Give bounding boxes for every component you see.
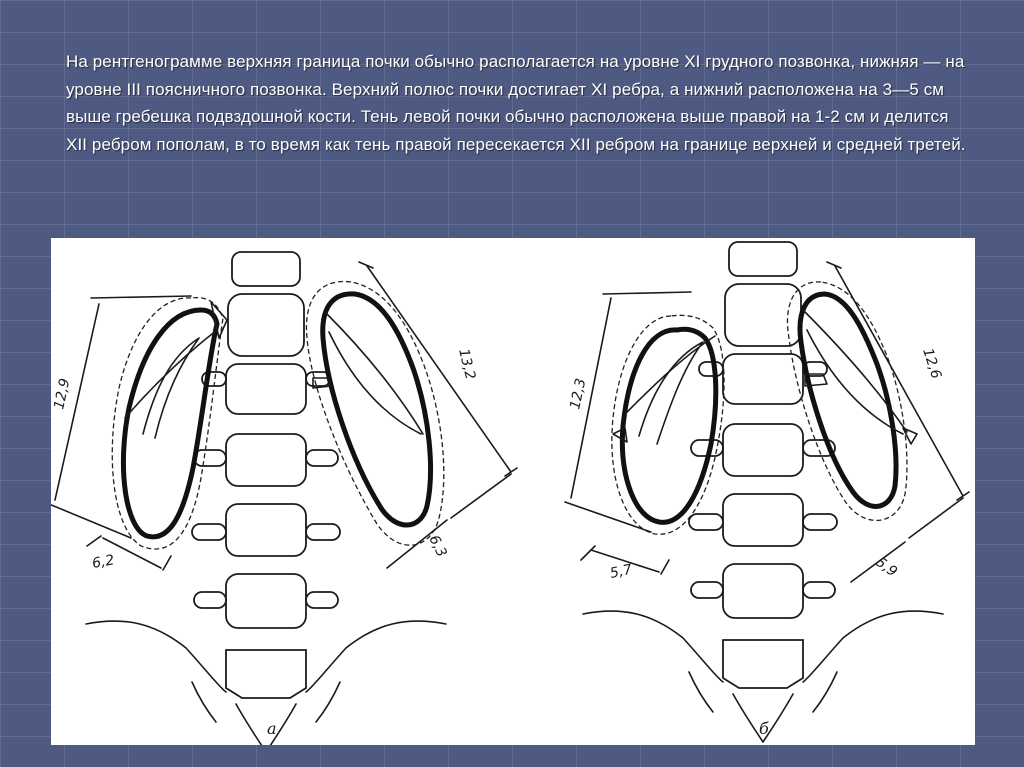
panel-b-label: б (759, 719, 769, 738)
kidney-xray-diagram (51, 238, 975, 745)
left-kidney-width-label: 6,3 (425, 532, 450, 560)
left-kidney-length-label: 12,6 (919, 346, 945, 381)
right-kidney-length-label: 12,3 (567, 377, 590, 411)
right-kidney-width-label: 5,7 (608, 561, 634, 582)
left-kidney-width-label: 5,9 (872, 554, 901, 581)
slide-caption: На рентгенограмме верхняя граница почки обычно располагается на уровне XI грудного позвонка, нижняя — на уровне III поясничного позвонка. Верхний полюс почки достигает XI ребра, а нижний расположена на 3—5 см выше гребешка подвздошной кости. Тень левой почки обычно расположена выше правой на 1-2 см и делится XII ребром пополам, в то время как тень правой пересекается XII ребром на границе верхней и средней третей. (66, 52, 966, 154)
left-kidney-length-label: 13,2 (455, 347, 479, 382)
panel-b (565, 242, 969, 742)
right-kidney-width-label: 6,2 (90, 552, 116, 572)
panel-a (51, 252, 517, 745)
right-kidney-length-label: 12,9 (51, 377, 74, 411)
panel-a-label: а (267, 719, 277, 738)
